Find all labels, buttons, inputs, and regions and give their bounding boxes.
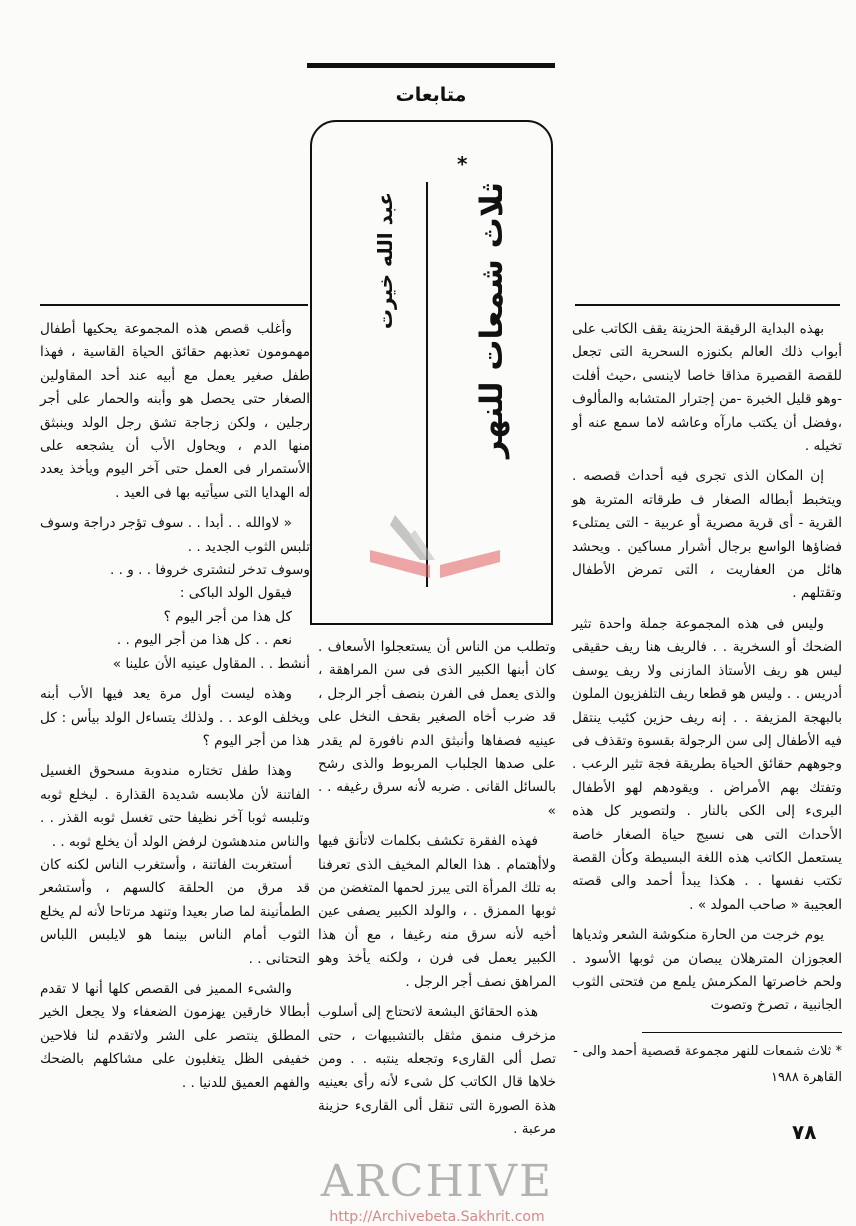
paragraph: أستغربت الفاتنة ، وأستغرب الناس لكنه كان قد مرق من الحلقة كالسهم ، وأستشعر الطمأنينة لما صار بعيدا وتنهد مرتاحا لأنه لم يخلع الثوب أمام الناس بينما هو لايلبس اللباس التحتانى . . <box>40 856 310 967</box>
column-left <box>40 318 310 1102</box>
dialogue-line: كل هذا من أجر اليوم ؟ <box>163 608 292 625</box>
paragraph: إن المكان الذى تجرى فيه أحداث قصصه . ويتخبط أبطاله الصغار ف طرقاته المتربة هو القرية - أى قرية مصرية أو عربية - التى يمتلىء فضاؤها الواسع برجال أشرار مساكين . ويحشد هائل من العفاريت ، التى تمرض الأطفال وتقتلهم . <box>572 468 842 602</box>
paragraph: هذه الحقائق البشعة لاتحتاج إلى أسلوب مزخرف منمق مثقل بالتشبيهات ، حتى تصل ألى القارىء وتجعله ينتبه . . ومن خلاها قال الكاتب كل شىء لأنه رأى بعينيه هذة الصورة التى تنقل ألى القارىء حزينة مرعبة . <box>318 1004 556 1138</box>
paragraph: والشىء المميز فى القصص كلها أنها لا تقدم أبطالا خارقين يهزمون الضعفاء ولا يجعل الخير المطلق ينتصر على الشر ولاتقدم لنا فلاحين خفيفى الظل يتغلبون على مشاكلهم بالضحك والفهم العميق للدنيا . . <box>40 980 310 1091</box>
column-rule-right <box>575 304 840 306</box>
paragraph: وهذا طفل تختاره مندوبة مسحوق الغسيل الفاتنة لأن ملابسه شديدة القذارة . ليخلع ثوبه وتلبسه ثوبا آخر نظيفا حتى تغسل ثوبه القذر . . والناس مندهشون لرفض الولد أن يخلع ثوبه . . <box>40 763 310 850</box>
dialogue-line: نعم . . كل هذا من أجر اليوم . . <box>116 632 292 649</box>
paragraph: وهذه ليست أول مرة يعد فيها الأب أبنه ويخلف الوعد . . ولذلك يتساءل الولد بيأس : كل هذا من أجر اليوم ؟ <box>40 686 310 749</box>
dialogue-line: « لاوالله . . أبدا . . سوف تؤجر دراجة وسوف تلبس الثوب الجديد . . <box>40 515 310 555</box>
paragraph: وليس فى هذه المجموعة جملة واحدة تثير الضحك أو السخرية . . فالريف هنا ريف حقيقى ليس هو ريف الأستاذ المازنى ولا ريف يوسف أدريس . . وليس هو قطعا ريف التلفزيون الملون بالبهجة المزيفة . . إنه ريف حزين كئيب ينتقل فيه الأطفال إلى سن الرجولة بقسوة وتقذف فى وجوههم حقائق الحياة بطريقة فجة تثير الرعب . وتفتك بهم الأمراض . ويقودهم لهو الأطفال البرىء إلى الكى بالنار . ولتصوير كل هذه الأحداث التى هى نسيج حياة الصغار خاصة يستعمل الكاتب هذه اللغة البسيطة وكأن القصة تكتب نفسها . . هكذا يبدأ أحمد والى قصته العجيبة « صاحب المولد » . <box>572 615 842 913</box>
page-number: ٧٨ <box>792 1119 817 1144</box>
column-middle <box>318 636 556 1226</box>
footnote-rule <box>642 1032 842 1033</box>
paragraph: وتطلب من الناس أن يستعجلوا الأسعاف . كان أبنها الكبير الذى فى سن المراهقة ، والذى يعمل فى الفرن بنصف أجر الرجل ، قد ضرب أخاه الصغير بقحف النخل على عينيه فصفاها وأنبثق الدم نافورة لم يقدر على صدها الجلباب المربوط والذى رشح بالسائل القانى . ضربه لأنه سرق رغيفه . . » <box>318 639 556 819</box>
header-rule <box>307 63 555 68</box>
paragraph: بهذه البداية الرقيقة الحزينة يقف الكاتب على أبواب ذلك العالم بكنوزه السحرية التى تجعل للقصة القصيرة مذاقا خاصا لاينسى ،حيث أفلت -وهو قليل الخبرة -من إجترار المتشابه والمألوف ،وفضل أن يكتب مارآه وعاشه لاما سمع عنه أو تخيله . <box>572 321 842 455</box>
footnote-text: ثلاث شمعات للنهر مجموعة قصصية أحمد والى - القاهرة ١٩٨٨ <box>573 1043 842 1085</box>
paragraph: يوم خرجت من الحارة منكوشة الشعر وثدياها العجوزان المترهلان يبصان من ثوبها الأسود . ولحم خاصرتها المكرمش يلمع من فتحتى الثوب الجانبية ، تصرخ وتصوت <box>572 927 842 1014</box>
paragraph: فهذه الفقرة تكشف بكلمات لاتأنق فيها ولاأهتمام . هذا العالم المخيف الذى تعرفنا به تلك المرأة التى يبرز لحمها المتغضن من ثوبها الممزق . ، والولد الكبير يصفى عين أخيه لأنه سرق منه رغيفا ، مع أن هذا الكبير يعمل فى فرن ، ولكنه يأخذ وهو المراهق نصف أجر الرجل . <box>318 833 556 990</box>
column-right <box>572 318 842 1144</box>
footnote <box>572 1039 842 1091</box>
footnote-marker: * <box>835 1043 842 1059</box>
watermark-url: http://Archivebeta.Sakhrit.com <box>329 1208 545 1225</box>
dialogue-line: وسوف تدخر لنشترى خروفا . . و . . <box>109 562 310 579</box>
section-title: متابعات <box>395 84 467 106</box>
paragraph: وأغلب قصص هذه المجموعة يحكيها أطفال مهمومون تعذبهم حقائق الحياة القاسية ، فهذا طفل صغير يعمل مع أبيه عند أحد المقاولين الصغار حتى يحصل هو وأبنه والحمار على أجر رجلين ، ولكن زجاجة تشق رجل الولد وينبثق منها الدم ، ويحاول الأب أن يشجعه على الأستمرار فى العمل حتى آخر اليوم ويأخذ يعدد له الهدايا التى سيأتيه بها فى العيد . <box>40 321 310 501</box>
title-footnote-marker: * <box>457 152 468 176</box>
watermark-book-icon <box>360 510 510 580</box>
dialogue-line: أنشط . . المقاول عينيه الأن علينا » <box>112 655 310 672</box>
column-rule-left <box>40 304 308 306</box>
article-author: عبد الله خيرت <box>373 192 397 330</box>
watermark-text: ARCHIVE <box>320 1155 554 1207</box>
article-title: ثلاث شمعات للنهر <box>474 182 510 459</box>
dialogue-line: فيقول الولد الباكى : <box>179 585 292 602</box>
